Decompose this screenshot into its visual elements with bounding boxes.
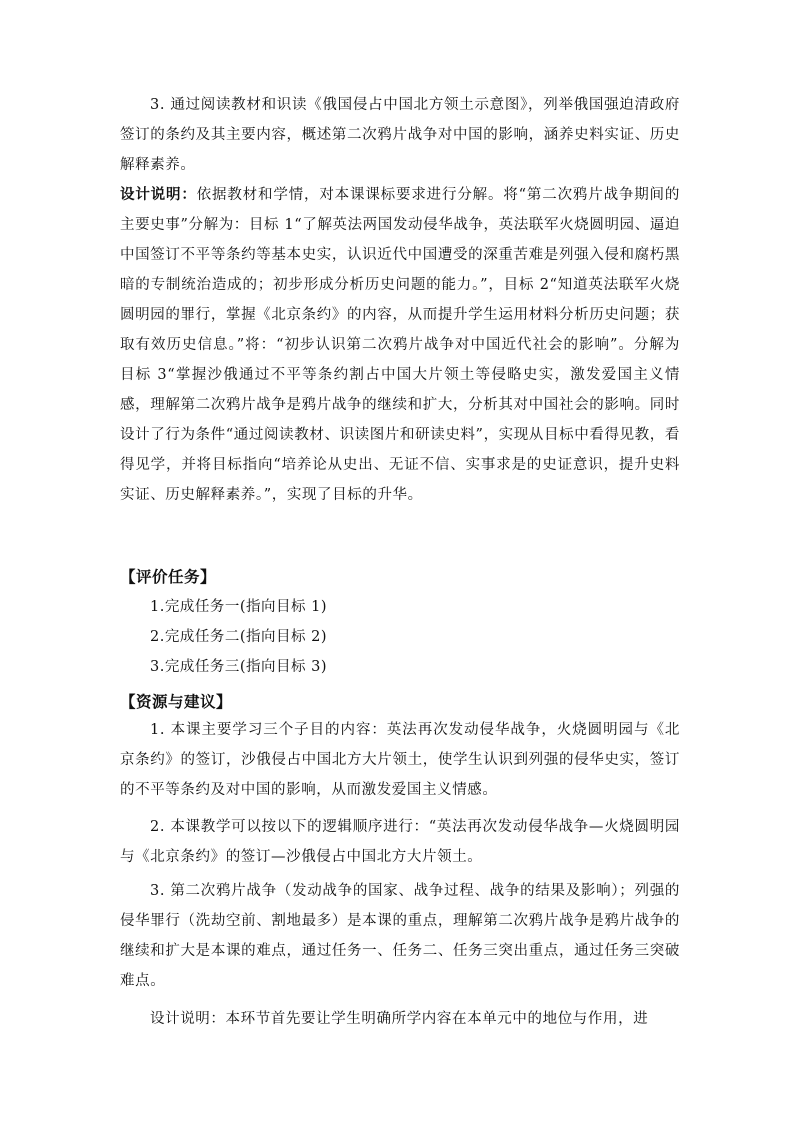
evaluation-heading: 【评价任务】 <box>120 567 217 586</box>
design-note-2-label: 设计说明： <box>150 1011 226 1027</box>
resources-item-3: 3. 第二次鸦片战争（发动战争的国家、战争过程、战争的结果及影响）；列强的侵华罪行（洗劫空前、割地最多）是本课的重点，理解第二次鸦片战争是鸦片战争的继续和扩大是本课的难点，通过任务一、任务二、任务三突出重点，通过任务三突破难点。 <box>120 883 680 989</box>
resources-item-2: 2. 本课教学可以按以下的逻辑顺序进行：“英法再次发动侵华战争—火烧圆明园与《北京条约》的签订—沙俄侵占中国北方大片领土。 <box>120 819 680 865</box>
evaluation-task-2: 2.完成任务二(指向目标 2) <box>150 629 327 645</box>
design-note-label: 设计说明： <box>120 186 197 203</box>
design-note-paragraph <box>120 180 680 510</box>
evaluation-task-1: 1.完成任务一(指向目标 1) <box>150 599 327 615</box>
evaluation-task-3: 3.完成任务三(指向目标 3) <box>150 659 327 675</box>
design-note-2-paragraph <box>120 1004 680 1034</box>
objective-3-paragraph: 3. 通过阅读教材和识读《俄国侵占中国北方领土示意图》，列举俄国强迫清政府签订的条约及其主要内容，概述第二次鸦片战争对中国的影响，涵养史料实证、历史解释素养。 <box>120 97 680 173</box>
resources-heading: 【资源与建议】 <box>120 692 233 711</box>
design-note-text: 依据教材和学情，对本课课标要求进行分解。将“第二次鸦片战争期间的主要史事”分解为：目标 1“了解英法两国发动侵华战争，英法联军火烧圆明园、逼迫中国签订不平等条约等基本史实，认识近代中国遭受的深重苦难是列强入侵和腐朽黑暗的专制统治造成的；初步形成分析历史问题的能力。”，目标 2“知道英法联军火烧圆明园的罪行，掌握《北京条约》的内容，从而提升学生运用材料分析历史问题；获取有效历史信息。”将：“初步认识第二次鸦片战争对中国近代社会的影响”。分解为目标 3“掌握沙俄通过不平等条约割占中国大片领土等侵略史实，激发爱国主义情感，理解第二次鸦片战争是鸦片战争的继续和扩大，分析其对中国社会的影响。同时设计了行为条件“通过阅读教材、识读图片和研读史料”，实现从目标中看得见教，看得见学，并将目标指向“培养论从史出、无证不信、实事求是的史证意识，提升史料实证、历史解释素养。”，实现了目标的升华。 <box>120 187 680 503</box>
design-note-2-text: 本环节首先要让学生明确所学内容在本单元中的地位与作用，进 <box>225 1011 649 1027</box>
resources-item-1: 1. 本课主要学习三个子目的内容：英法再次发动侵华战争，火烧圆明园与《北京条约》的签订，沙俄侵占中国北方大片领土，使学生认识到列强的侵华史实，签订的不平等条约及对中国的影响，从而激发爱国主义情感。 <box>120 722 680 798</box>
